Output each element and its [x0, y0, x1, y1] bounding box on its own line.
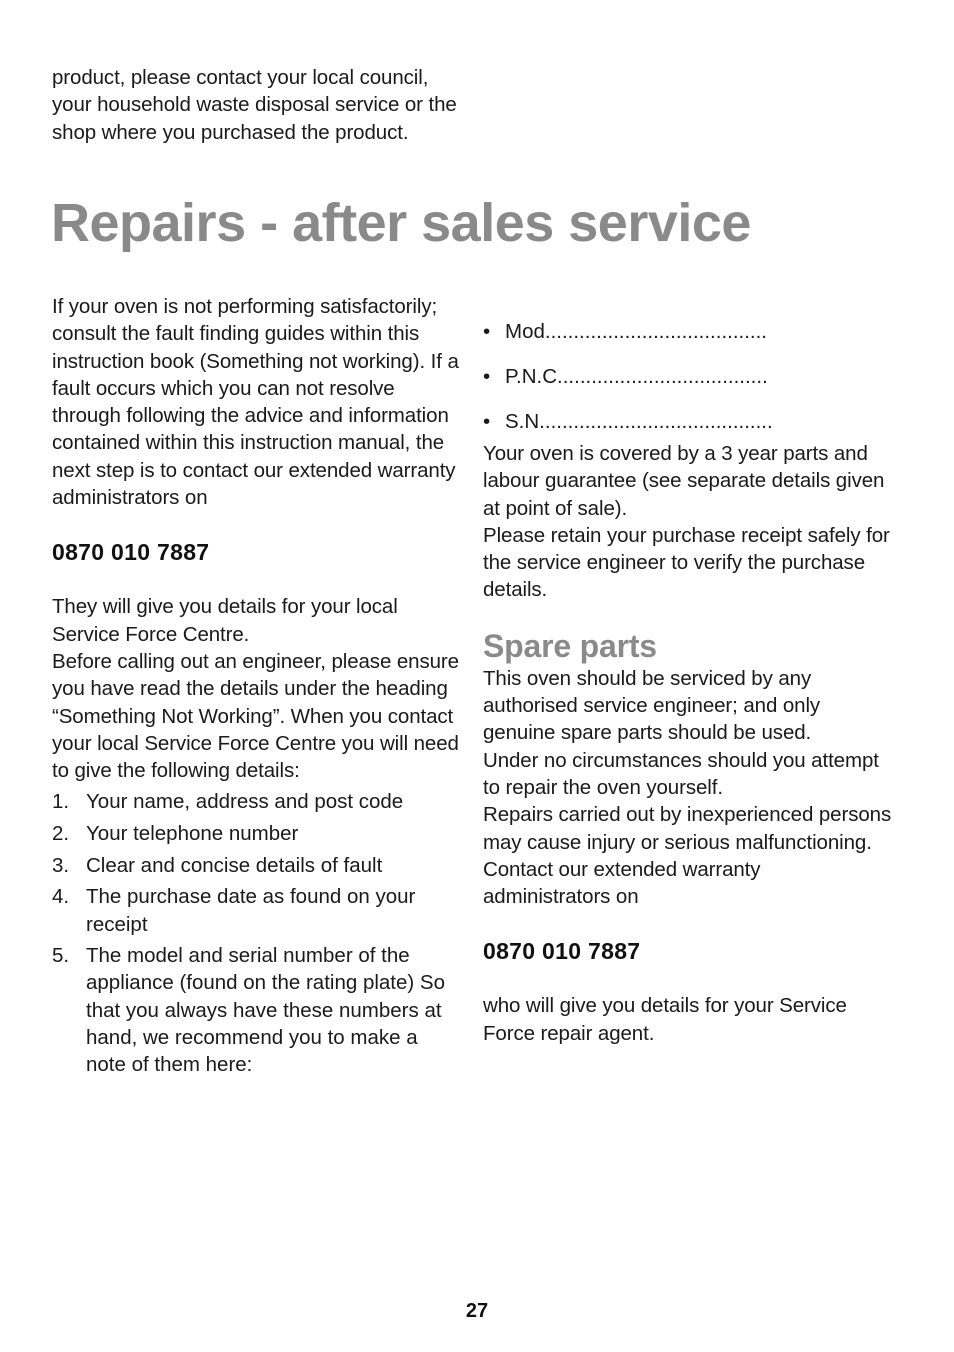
page-title: Repairs - after sales service [51, 193, 751, 253]
bullet: • [483, 365, 491, 388]
guarantee-text: Your oven is covered by a 3 year parts and labour guarantee (see separate details given at point of sale). [483, 442, 885, 520]
spare-parts-text: This oven should be serviced by any authorised service engineer; and only genuine spare parts should be used. [483, 666, 821, 745]
contact-text: Contact our extended warranty administrators on [483, 857, 761, 909]
service-centre-text: They will give you details for your local Service Force Centre. [52, 595, 398, 646]
list-item-text: The model and serial number of the appliance (found on the rating plate) So that you always have these numbers at hand, we recommend you to make a note of them here: [86, 944, 446, 1077]
bullet: • [483, 320, 491, 343]
list-item [52, 788, 462, 815]
list-item-text: The purchase date as found on your receipt [86, 885, 416, 936]
list-item-number: 1. [52, 790, 70, 814]
bullet: • [483, 410, 491, 433]
intro-instructions: If your oven is not performing satisfactorily; consult the fault finding guides within this instruction book (Something not working). If a fault occurs which you can not resolve through following the advice and information contained within this instruction manual, the next step is to contact our extended warranty administrators on [52, 295, 459, 510]
receipt-text: Please retain your purchase receipt safely for the service engineer to verify the purchase details. [483, 523, 890, 602]
list-item-number: 5. [52, 944, 70, 968]
list-item [52, 883, 462, 938]
field-label: P.N.C..................................... [505, 365, 768, 388]
details-list [52, 788, 462, 1078]
field-label: Mod....................................... [505, 320, 768, 343]
field-label: S.N......................................... [505, 410, 773, 433]
warranty-phone-number: 0870 010 7887 [483, 938, 641, 965]
no-self-repair-text: Under no circumstances should you attempt to repair the oven yourself. [483, 748, 879, 799]
field-model [483, 318, 893, 363]
right-column [483, 293, 893, 1047]
list-item [52, 852, 462, 879]
list-item [52, 820, 462, 847]
list-item-text: Your telephone number [86, 822, 299, 846]
closing-text: who will give you details for your Service Force repair agent. [483, 994, 847, 1045]
before-calling-text: Before calling out an engineer, please ensure you have read the details under the heading “Something Not Working”. When you contact your local Service Force Centre you will need to give the following details: [52, 649, 459, 783]
list-item-number: 2. [52, 822, 70, 846]
warranty-phone-number: 0870 010 7887 [52, 539, 210, 566]
list-item-number: 3. [52, 853, 70, 877]
intro-paragraph: product, please contact your local council, your household waste disposal service or the shop where you purchased the product. [52, 66, 457, 144]
list-item [52, 942, 462, 1078]
left-column [52, 293, 462, 1083]
spare-parts-heading: Spare parts [483, 627, 657, 664]
list-item-number: 4. [52, 885, 70, 909]
field-pnc [483, 363, 893, 408]
list-item-text: Your name, address and post code [86, 790, 404, 814]
inexperienced-repair-warning: Repairs carried out by inexperienced persons may cause injury or serious malfunctioning. [483, 803, 892, 854]
appliance-fields-list [483, 318, 893, 453]
list-item-text: Clear and concise details of fault [86, 853, 383, 877]
page-number: 27 [465, 1300, 489, 1322]
